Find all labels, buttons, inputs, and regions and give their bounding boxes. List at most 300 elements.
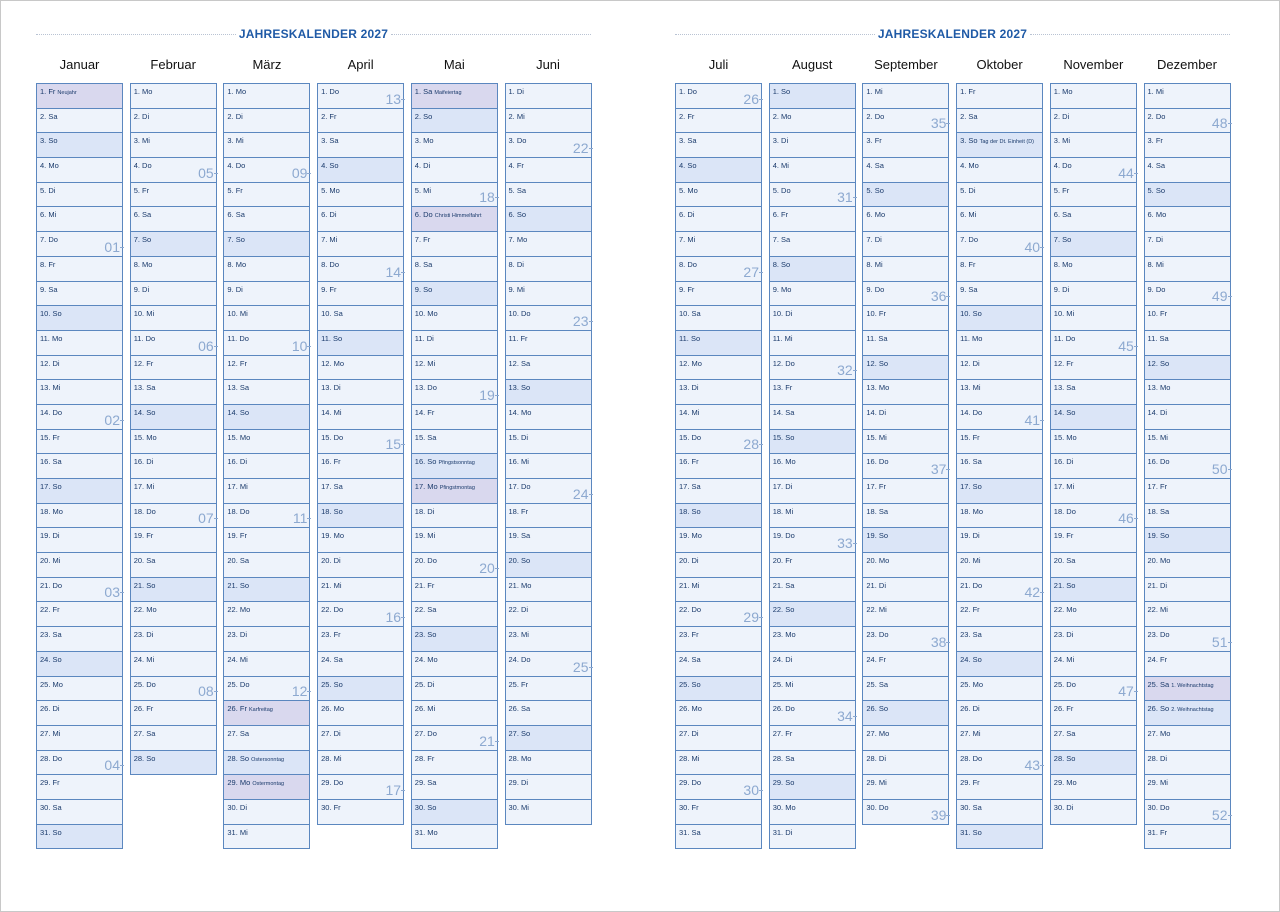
day-label — [134, 457, 154, 466]
day-date: 31. So — [40, 827, 62, 837]
day-date: 23. Di — [1053, 630, 1074, 640]
day-label — [960, 704, 980, 713]
day-date: 15. Di — [508, 432, 529, 442]
day-cell — [224, 257, 309, 282]
day-label — [134, 531, 154, 540]
week-number: 16 — [385, 609, 402, 626]
day-label — [960, 754, 982, 763]
day-label — [866, 507, 888, 516]
day-date: 3. So — [960, 136, 978, 146]
day-date: 30. Do — [1147, 802, 1170, 812]
day-date: 23. Di — [133, 630, 154, 640]
month-name: August — [791, 57, 833, 72]
day-date: 29. Di — [508, 778, 529, 788]
day-cell — [863, 430, 948, 455]
day-cell — [770, 528, 855, 553]
day-label — [1054, 359, 1074, 368]
week-number: 19 — [479, 386, 495, 403]
day-cell — [1145, 109, 1230, 134]
day-date: 12. Do — [772, 358, 795, 368]
day-date: 20. Mi — [960, 556, 981, 566]
day-cell — [957, 652, 1042, 677]
day-date: 4. Mo — [40, 161, 59, 171]
day-cell — [412, 133, 497, 158]
day-cell — [676, 627, 761, 652]
day-date: 4. Sa — [1147, 161, 1166, 171]
day-cell — [676, 652, 761, 677]
day-list — [317, 83, 404, 825]
day-cell — [318, 602, 403, 627]
day-cell — [131, 652, 216, 677]
day-cell — [506, 602, 591, 627]
day-label — [415, 359, 435, 368]
day-cell — [131, 257, 216, 282]
day-label — [1148, 457, 1170, 466]
day-cell — [1051, 454, 1136, 479]
day-label — [40, 260, 55, 269]
day-cell — [131, 306, 216, 331]
day-cell — [131, 183, 216, 208]
day-label — [40, 680, 63, 689]
day-cell — [131, 454, 216, 479]
day-label — [227, 161, 245, 170]
day-cell — [770, 479, 855, 504]
day-date: 12. Fr — [1053, 358, 1074, 368]
day-cell — [1051, 751, 1136, 776]
day-label — [1054, 433, 1077, 442]
day-label — [415, 803, 437, 812]
day-date: 7. Mi — [679, 235, 696, 245]
day-cell — [676, 183, 761, 208]
day-label — [509, 482, 531, 491]
day-cell — [676, 331, 761, 356]
week-number: 09 — [291, 164, 308, 181]
day-label — [134, 655, 154, 664]
day-date: 24. Mi — [1053, 654, 1075, 664]
day-cell — [318, 257, 403, 282]
day-cell — [37, 356, 122, 381]
day-date: 9. Sa — [40, 284, 58, 294]
day-label — [40, 778, 60, 787]
day-date: 1. Do — [321, 87, 340, 96]
day-cell — [770, 677, 855, 702]
day-cell — [131, 578, 216, 603]
day-label — [1054, 136, 1070, 145]
day-date: 2. Fr — [679, 111, 695, 121]
day-cell — [318, 677, 403, 702]
day-label — [415, 186, 431, 195]
day-date: 31. So — [960, 827, 982, 837]
day-cell — [131, 553, 216, 578]
week-number: 28 — [743, 436, 759, 453]
day-label — [509, 161, 524, 170]
day-date: 28. So — [1053, 753, 1076, 763]
day-date: 12. So — [866, 358, 889, 368]
day-label — [415, 531, 435, 540]
day-date: 29. Mi — [866, 778, 887, 788]
day-label — [773, 210, 788, 219]
day-cell — [770, 652, 855, 677]
day-date: 21. Do — [960, 580, 983, 590]
day-cell — [318, 454, 403, 479]
day-date: 15. Mi — [866, 432, 887, 442]
day-cell — [131, 282, 216, 307]
day-cell — [1145, 454, 1230, 479]
day-label — [415, 778, 437, 787]
day-label — [415, 235, 430, 244]
day-label — [415, 309, 438, 318]
day-cell — [863, 652, 948, 677]
day-date: 21. Do — [40, 580, 63, 590]
day-date: 24. Mi — [227, 654, 248, 664]
day-date: 3. Di — [772, 136, 789, 146]
day-cell — [318, 380, 403, 405]
day-date: 11. Do — [1053, 333, 1076, 343]
day-label — [866, 704, 888, 713]
day-cell — [37, 528, 122, 553]
day-label — [227, 136, 243, 145]
day-label — [227, 433, 250, 442]
day-label — [227, 309, 247, 318]
day-date: 2. Sa — [960, 111, 978, 121]
day-cell — [1145, 528, 1230, 553]
day-cell — [224, 158, 309, 183]
day-cell — [676, 800, 761, 825]
day-label — [40, 630, 62, 639]
day-cell — [1145, 825, 1230, 850]
day-date: 2. Mo — [772, 111, 792, 121]
day-label — [773, 828, 793, 837]
day-cell — [676, 528, 761, 553]
day-label — [40, 359, 60, 368]
week-number: 43 — [1024, 757, 1041, 774]
day-label — [960, 581, 982, 590]
day-cell — [506, 232, 591, 257]
day-date: 23. Do — [866, 630, 889, 640]
day-label — [134, 754, 156, 763]
day-label — [509, 680, 529, 689]
day-date: 19. Mi — [414, 531, 436, 541]
day-cell — [224, 652, 309, 677]
day-cell — [506, 133, 591, 158]
day-label — [321, 260, 339, 269]
holiday-note: Pfingstsonntag — [438, 460, 475, 467]
day-label — [773, 161, 789, 170]
week-number: 08 — [198, 683, 214, 700]
day-label — [1054, 754, 1076, 763]
day-date: 24. Mo — [414, 654, 438, 664]
day-cell — [318, 232, 403, 257]
week-number: 23 — [572, 312, 589, 329]
month-name: März — [252, 57, 282, 72]
day-date: 16. Fr — [679, 457, 699, 467]
day-label — [321, 581, 341, 590]
day-label — [509, 778, 529, 787]
day-label — [227, 556, 249, 565]
day-cell — [957, 133, 1042, 158]
day-label — [227, 680, 249, 689]
day-date: 28. Fr — [414, 753, 435, 763]
month-name: April — [347, 57, 374, 72]
day-date: 14. Mi — [679, 407, 700, 417]
day-date: 30. Di — [1053, 802, 1074, 812]
day-label — [321, 112, 336, 121]
day-date: 1. Mi — [1147, 87, 1164, 96]
day-label — [679, 457, 699, 466]
day-label — [1054, 161, 1072, 170]
day-date: 15. Fr — [40, 432, 60, 442]
day-label — [227, 334, 249, 343]
day-cell — [957, 183, 1042, 208]
day-label — [773, 482, 793, 491]
day-label — [321, 186, 340, 195]
day-label — [866, 309, 886, 318]
week-number: 47 — [1118, 683, 1134, 700]
day-cell — [1145, 306, 1230, 331]
day-cell — [676, 726, 761, 751]
month-column — [505, 57, 592, 812]
day-date: 11. Do — [133, 333, 156, 343]
day-date: 25. Mo — [960, 679, 984, 689]
day-cell — [412, 726, 497, 751]
day-cell — [863, 751, 948, 776]
day-cell — [318, 430, 403, 455]
week-number: 07 — [198, 510, 214, 527]
day-label — [773, 285, 792, 294]
day-label — [1054, 235, 1072, 244]
week-number: 26 — [743, 90, 759, 107]
day-cell — [1145, 380, 1230, 405]
day-label — [227, 507, 249, 516]
day-label — [960, 729, 980, 738]
day-cell — [412, 627, 497, 652]
holiday-note: Ostermontag — [252, 781, 285, 788]
day-label — [415, 433, 437, 442]
day-cell — [957, 800, 1042, 825]
month-column — [411, 57, 498, 837]
day-cell — [318, 775, 403, 800]
day-cell — [957, 380, 1042, 405]
day-cell — [506, 479, 591, 504]
day-label — [679, 680, 701, 689]
day-date: 8. Mi — [1147, 259, 1164, 269]
day-date: 10. So — [40, 309, 62, 319]
day-label — [960, 828, 982, 837]
day-date: 23. Do — [1147, 630, 1170, 640]
day-date: 7. Mo — [508, 235, 528, 245]
day-label — [1054, 186, 1069, 195]
day-cell — [224, 602, 309, 627]
page-header — [675, 27, 1230, 41]
day-label — [679, 87, 697, 96]
day-date: 17. Fr — [866, 482, 886, 491]
day-cell — [863, 578, 948, 603]
day-cell — [318, 356, 403, 381]
day-label — [866, 383, 889, 392]
week-number: 01 — [104, 238, 120, 255]
week-number: 15 — [385, 436, 402, 453]
day-date: 18. So — [679, 506, 701, 516]
day-label — [40, 655, 62, 664]
day-date: 20. Do — [414, 556, 437, 566]
day-cell — [412, 751, 497, 776]
day-date: 13. Sa — [227, 383, 250, 393]
day-date: 21. Di — [1147, 580, 1168, 590]
day-cell — [412, 602, 497, 627]
day-cell — [676, 109, 761, 134]
day-date: 8. Fr — [960, 259, 976, 269]
day-label — [773, 433, 795, 442]
day-label — [1148, 507, 1170, 516]
day-cell — [506, 257, 591, 282]
day-label — [773, 383, 793, 392]
day-date: 24. Sa — [321, 654, 343, 664]
day-date: 1. Mo — [227, 87, 247, 96]
day-label — [679, 778, 701, 787]
day-label — [415, 161, 430, 170]
day-label — [960, 433, 980, 442]
day-label — [227, 581, 249, 590]
day-date: 30. Sa — [960, 802, 982, 812]
day-cell — [37, 553, 122, 578]
day-cell — [1145, 84, 1230, 109]
day-cell — [957, 306, 1042, 331]
month-name: Juni — [536, 57, 560, 72]
day-cell — [1051, 257, 1136, 282]
day-cell — [224, 133, 309, 158]
day-cell — [131, 627, 216, 652]
day-label — [415, 729, 437, 738]
day-label — [866, 754, 886, 763]
day-cell — [1051, 282, 1136, 307]
day-date: 3. Mo — [414, 136, 434, 146]
day-date: 17. Mi — [1053, 482, 1075, 491]
day-cell — [224, 183, 309, 208]
day-cell — [1051, 109, 1136, 134]
day-label — [960, 334, 982, 343]
day-date: 11. Do — [227, 333, 249, 343]
day-label — [509, 803, 529, 812]
day-cell — [863, 800, 948, 825]
day-cell — [506, 553, 591, 578]
day-date: 13. Mo — [866, 383, 890, 393]
day-cell — [412, 825, 497, 850]
day-date: 23. Mo — [772, 630, 796, 640]
day-cell — [412, 306, 497, 331]
day-cell — [37, 183, 122, 208]
day-cell — [318, 306, 403, 331]
day-cell — [1051, 183, 1136, 208]
day-date: 18. Do — [133, 506, 156, 516]
day-date: 30. Di — [227, 802, 247, 812]
day-date: 27. So — [508, 728, 531, 738]
day-cell — [318, 133, 403, 158]
day-cell — [1145, 183, 1230, 208]
day-date: 3. Mi — [133, 136, 150, 146]
day-cell — [1145, 405, 1230, 430]
day-cell — [863, 479, 948, 504]
day-label — [134, 581, 156, 590]
day-date: 10. Do — [508, 309, 531, 319]
day-label — [1054, 556, 1076, 565]
day-label — [509, 704, 531, 713]
day-label — [40, 828, 62, 837]
day-label — [134, 630, 154, 639]
day-label — [134, 112, 149, 121]
day-date: 9. Sa — [960, 284, 978, 294]
day-label — [415, 680, 435, 689]
day-cell — [37, 775, 122, 800]
day-cell — [1145, 331, 1230, 356]
day-label — [509, 531, 531, 540]
day-cell — [224, 528, 309, 553]
day-date: 27. Mo — [866, 728, 890, 738]
day-date: 27. Fr — [772, 728, 793, 738]
day-date: 25. Fr — [508, 679, 529, 689]
day-label — [773, 507, 793, 516]
day-cell — [676, 380, 761, 405]
day-cell — [506, 282, 591, 307]
day-cell — [770, 158, 855, 183]
day-date: 25. Do — [133, 679, 156, 689]
day-label — [509, 186, 527, 195]
day-label — [679, 136, 697, 145]
day-date: 16. Fr — [321, 457, 341, 467]
day-label — [773, 235, 791, 244]
day-label — [866, 729, 889, 738]
day-date: 16. Sa — [40, 457, 62, 467]
day-label — [960, 235, 978, 244]
week-number: 46 — [1118, 510, 1134, 527]
day-label — [1148, 210, 1167, 219]
day-date: 30. Sa — [40, 802, 62, 812]
day-date: 1. Do — [679, 87, 697, 96]
day-date: 23. Di — [227, 630, 247, 640]
day-date: 31. Sa — [679, 827, 701, 837]
day-label — [509, 383, 531, 392]
day-cell — [131, 405, 216, 430]
day-label — [415, 210, 482, 219]
day-date: 25. Sa — [866, 679, 889, 689]
day-date: 15. So — [772, 432, 795, 442]
day-cell — [224, 430, 309, 455]
day-cell — [770, 109, 855, 134]
day-date: 31. Fr — [1147, 827, 1168, 837]
day-cell — [506, 207, 591, 232]
day-label — [40, 556, 60, 565]
day-label — [134, 680, 156, 689]
day-label — [1148, 309, 1168, 318]
day-label — [415, 383, 437, 392]
day-cell — [412, 356, 497, 381]
day-date: 6. Sa — [133, 210, 152, 220]
day-label — [679, 210, 694, 219]
day-cell — [770, 775, 855, 800]
day-cell — [412, 528, 497, 553]
day-date: 10. Sa — [321, 309, 343, 319]
day-cell — [412, 578, 497, 603]
day-date: 1. So — [772, 87, 791, 96]
day-date: 19. So — [1147, 531, 1170, 541]
day-cell — [224, 775, 309, 800]
day-label — [134, 334, 156, 343]
day-date: 5. Fr — [1053, 185, 1070, 195]
day-date: 14. Sa — [772, 407, 795, 417]
day-cell — [318, 282, 403, 307]
day-cell — [957, 84, 1042, 109]
day-cell — [957, 627, 1042, 652]
day-cell — [506, 405, 591, 430]
